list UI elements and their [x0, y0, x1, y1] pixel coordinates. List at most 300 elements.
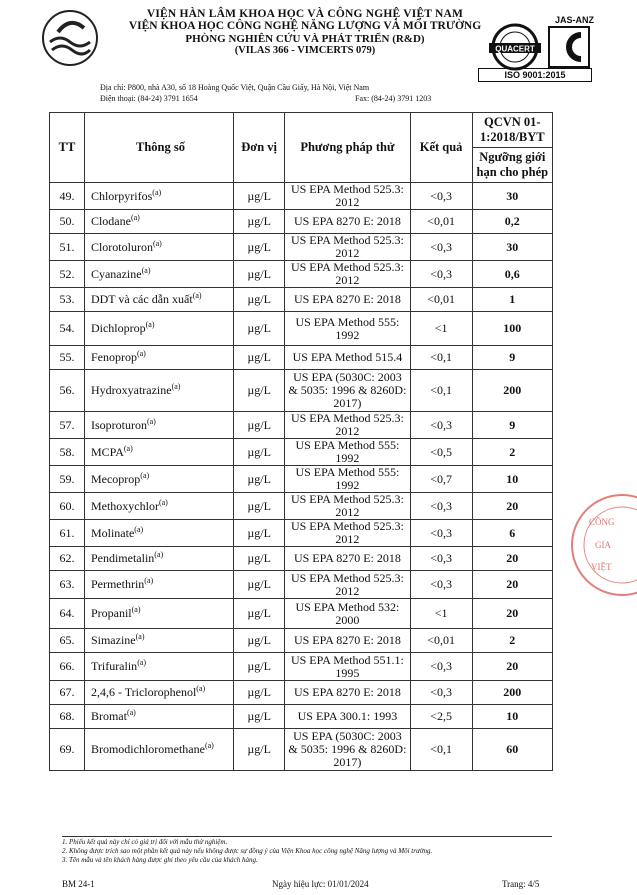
row-number	[50, 261, 85, 288]
header-result: Kết quả	[410, 113, 472, 183]
row-number-text: 62.	[59, 551, 75, 565]
parameter-name	[84, 729, 233, 771]
svg-text:CÔNG: CÔNG	[589, 517, 615, 527]
parameter-name	[84, 312, 233, 346]
test-method	[285, 261, 410, 288]
parameter-name-text: Fenoprop	[90, 350, 137, 364]
table-row	[50, 599, 553, 629]
table-row	[50, 705, 553, 729]
test-method	[285, 288, 410, 312]
row-number-text: 57.	[59, 417, 75, 432]
test-method	[285, 729, 410, 771]
unit-text: µg/L	[247, 633, 271, 647]
footnote-marker: (a)	[192, 291, 202, 300]
footnote-marker: (a)	[152, 238, 162, 248]
test-method-text: US EPA 300.1: 1993	[297, 709, 398, 723]
test-method	[285, 370, 410, 412]
result-value	[410, 210, 472, 234]
row-number	[50, 729, 85, 771]
footnote-marker: (a)	[123, 443, 133, 453]
result-value	[410, 261, 472, 288]
parameter-name	[84, 412, 233, 439]
table-body	[50, 183, 553, 771]
test-method-text: US EPA 8270 E: 2018	[293, 214, 401, 228]
row-number-text: 49.	[59, 188, 75, 203]
limit-value-text: 200	[503, 383, 522, 397]
test-method-text: US EPA (5030C: 2003 & 5035: 1996 & 8260D: 2017)	[288, 729, 407, 769]
table-row	[50, 412, 553, 439]
iso-badge: ISO 9001:2015	[478, 68, 592, 82]
result-value-text: <0,7	[430, 471, 452, 486]
limit-value	[472, 520, 552, 547]
note-1: 1. Phiếu kết quả này chỉ có giá trị đối với mẫu thử nghiệm.	[62, 838, 228, 846]
unit	[234, 729, 285, 771]
parameter-name-text: Dichloprop	[90, 321, 146, 335]
limit-value-text: 20	[506, 577, 519, 591]
test-method	[285, 493, 410, 520]
row-number-text: 50.	[59, 214, 75, 228]
footer-form-code: BM 24-1	[62, 879, 95, 889]
test-method-text: US EPA Method 515.4	[292, 350, 403, 364]
unit	[234, 466, 285, 493]
test-method-text: US EPA Method 555: 1992	[295, 438, 400, 465]
row-number-text: 65.	[59, 633, 75, 647]
unit-text: µg/L	[247, 659, 271, 673]
test-method	[285, 439, 410, 466]
result-value-text: <1	[434, 321, 448, 335]
svg-text:VIỆT: VIỆT	[591, 562, 612, 572]
unit-text: µg/L	[247, 383, 271, 397]
result-value	[410, 547, 472, 571]
parameter-name	[84, 183, 233, 210]
table-row	[50, 288, 553, 312]
limit-value	[472, 370, 552, 412]
parameter-name-text: MCPA	[90, 444, 124, 459]
result-value-text: <0,3	[430, 685, 452, 699]
test-method	[285, 234, 410, 261]
parameter-name	[84, 261, 233, 288]
result-value-text: <0,3	[430, 498, 452, 513]
red-seal-stamp	[567, 490, 637, 600]
result-value	[410, 412, 472, 439]
header-line-2: VIỆN KHOA HỌC CÔNG NGHỆ NĂNG LƯỢNG VÀ MÔI TRƯỜNG	[128, 20, 482, 32]
table-row	[50, 210, 553, 234]
limit-value	[472, 705, 552, 729]
parameter-name	[84, 571, 233, 599]
unit	[234, 681, 285, 705]
row-number-text: 66.	[59, 659, 75, 673]
limit-value	[472, 653, 552, 681]
parameter-name	[84, 234, 233, 261]
limit-value	[472, 466, 552, 493]
notes-section	[62, 838, 582, 865]
parameter-name	[84, 493, 233, 520]
test-method-text: US EPA Method 525.3: 2012	[290, 260, 404, 287]
parameter-name	[84, 599, 233, 629]
parameter-name	[84, 705, 233, 729]
header-limit-standard: QCVN 01-1:2018/BYT	[473, 113, 552, 148]
parameter-name-text: Hydroxyatrazine	[90, 383, 172, 397]
header-param: Thông số	[84, 113, 233, 183]
limit-value-text: 0,2	[504, 214, 520, 228]
limit-value-text: 2	[509, 633, 516, 647]
parameter-name-text: Cyanazine	[90, 266, 142, 281]
result-value-text: <0,01	[427, 214, 455, 228]
result-value	[410, 183, 472, 210]
row-number	[50, 547, 85, 571]
table-row	[50, 312, 553, 346]
unit	[234, 370, 285, 412]
parameter-name	[84, 547, 233, 571]
notes-divider	[62, 836, 552, 837]
row-number	[50, 520, 85, 547]
unit-text: µg/L	[247, 350, 271, 364]
row-number-text: 58.	[59, 444, 75, 459]
table-row	[50, 439, 553, 466]
row-number-text: 56.	[59, 383, 75, 397]
row-number	[50, 234, 85, 261]
test-method-text: US EPA Method 555: 1992	[295, 314, 400, 342]
header-method: Phương pháp thử	[285, 113, 410, 183]
result-value-text: <0,01	[427, 292, 455, 306]
limit-value-text: 1	[509, 292, 516, 306]
limit-value	[472, 629, 552, 653]
table-row	[50, 234, 553, 261]
unit	[234, 183, 285, 210]
header-contact	[100, 82, 520, 104]
unit-text: µg/L	[247, 685, 271, 699]
row-number-text: 63.	[59, 577, 75, 591]
footnote-marker: (a)	[204, 741, 214, 750]
row-number	[50, 346, 85, 370]
note-2: 2. Không được trích sao một phần kết quả này nếu không được sự đồng ý của Viện Khoa học công nghệ Năng lượng và Môi trường.	[62, 847, 433, 855]
parameter-name-text: Propanil	[90, 606, 132, 620]
unit-text: µg/L	[247, 742, 271, 756]
limit-value-text: 6	[509, 525, 516, 540]
unit-text: µg/L	[247, 577, 271, 591]
limit-value	[472, 312, 552, 346]
result-value	[410, 629, 472, 653]
limit-value-text: 0,6	[504, 266, 520, 281]
footnote-marker: (a)	[154, 550, 164, 559]
parameter-name	[84, 629, 233, 653]
unit-text: µg/L	[247, 321, 271, 335]
result-value-text: <0,3	[430, 188, 452, 203]
unit-text: µg/L	[247, 551, 271, 565]
row-number-text: 55.	[59, 350, 75, 364]
header-text	[95, 8, 515, 56]
table-row	[50, 466, 553, 493]
limit-value	[472, 210, 552, 234]
table-row	[50, 346, 553, 370]
test-method	[285, 629, 410, 653]
parameter-name-text: Trifuralin	[90, 659, 138, 673]
result-value	[410, 571, 472, 599]
row-number	[50, 370, 85, 412]
header-phone: Điện thoại: (84-24) 3791 1654	[100, 94, 198, 103]
result-value-text: <0,3	[430, 659, 452, 673]
row-number-text: 60.	[59, 498, 75, 513]
result-value-text: <2,5	[430, 709, 452, 723]
parameter-name	[84, 210, 233, 234]
table-row	[50, 261, 553, 288]
test-method-text: US EPA Method 551.1: 1995	[290, 652, 404, 680]
table-row	[50, 653, 553, 681]
test-method	[285, 466, 410, 493]
row-number-text: 61.	[59, 525, 75, 540]
footnote-marker: (a)	[144, 576, 154, 585]
unit	[234, 234, 285, 261]
test-method-text: US EPA Method 525.3: 2012	[290, 233, 404, 260]
table-row	[50, 629, 553, 653]
header-fax: Fax: (84-24) 3791 1203	[355, 94, 432, 103]
parameter-name	[84, 520, 233, 547]
test-method-text: US EPA (5030C: 2003 & 5035: 1996 & 8260D: 2017)	[288, 370, 407, 410]
limit-value	[472, 571, 552, 599]
test-method-text: US EPA 8270 E: 2018	[293, 685, 401, 699]
result-value	[410, 288, 472, 312]
result-value	[410, 599, 472, 629]
institute-logo-icon	[40, 8, 100, 68]
limit-value	[472, 493, 552, 520]
result-value	[410, 705, 472, 729]
table-row	[50, 183, 553, 210]
result-value-text: <0,1	[430, 383, 452, 397]
parameter-name	[84, 681, 233, 705]
unit-text: µg/L	[247, 525, 271, 540]
row-number	[50, 288, 85, 312]
result-value-text: <1	[434, 606, 448, 620]
result-value-text: <0,3	[430, 417, 452, 432]
test-method-text: US EPA Method 525.3: 2012	[290, 519, 404, 546]
limit-value	[472, 288, 552, 312]
header-line-1: VIỆN HÀN LÂM KHOA HỌC VÀ CÔNG NGHỆ VIỆT NAM	[146, 8, 464, 20]
unit	[234, 653, 285, 681]
footnote-marker: (a)	[126, 708, 136, 717]
limit-value	[472, 681, 552, 705]
cert-jas-anz: JAS-ANZ	[555, 15, 595, 25]
footer-effective-date: Ngày hiệu lực: 01/01/2024	[272, 879, 369, 889]
limit-value	[472, 234, 552, 261]
limit-value-text: 30	[506, 188, 519, 203]
parameter-name	[84, 466, 233, 493]
footnote-marker: (a)	[130, 213, 140, 222]
row-number	[50, 439, 85, 466]
table-row	[50, 547, 553, 571]
test-method	[285, 312, 410, 346]
unit-text: µg/L	[247, 292, 271, 306]
result-value	[410, 493, 472, 520]
result-value	[410, 466, 472, 493]
footnote-marker: (a)	[131, 605, 141, 614]
header-line-3: PHÒNG NGHIÊN CỨU VÀ PHÁT TRIỂN (R&D)	[185, 33, 425, 45]
row-number	[50, 210, 85, 234]
limit-value-text: 9	[509, 350, 516, 364]
test-method	[285, 705, 410, 729]
result-value	[410, 370, 472, 412]
parameter-name-text: Molinate	[90, 525, 135, 540]
unit-text: µg/L	[247, 709, 271, 723]
footnote-marker: (a)	[135, 632, 145, 641]
footer-page-number: Trang: 4/5	[502, 879, 540, 889]
unit	[234, 547, 285, 571]
result-value-text: <0,3	[430, 525, 452, 540]
result-value	[410, 681, 472, 705]
unit	[234, 346, 285, 370]
result-value-text: <0,01	[427, 633, 455, 647]
test-method	[285, 183, 410, 210]
parameter-name	[84, 288, 233, 312]
test-method	[285, 520, 410, 547]
result-value-text: <0,3	[430, 551, 452, 565]
test-method-text: US EPA 8270 E: 2018	[293, 292, 401, 306]
result-value-text: <0,5	[430, 444, 452, 459]
row-number	[50, 599, 85, 629]
row-number	[50, 312, 85, 346]
parameter-name	[84, 439, 233, 466]
row-number	[50, 681, 85, 705]
unit	[234, 629, 285, 653]
limit-value-text: 20	[506, 498, 519, 513]
limit-value	[472, 412, 552, 439]
limit-value	[472, 346, 552, 370]
parameter-name-text: DDT và các dẫn xuất	[90, 292, 193, 306]
footnote-marker: (a)	[137, 658, 147, 667]
unit-text: µg/L	[247, 471, 271, 486]
unit	[234, 493, 285, 520]
limit-value-text: 20	[506, 551, 519, 565]
parameter-name-text: Permethrin	[90, 577, 145, 591]
footnote-marker: (a)	[136, 349, 146, 358]
row-number	[50, 571, 85, 599]
row-number-text: 64.	[59, 606, 75, 620]
footnote-marker: (a)	[141, 265, 151, 275]
unit	[234, 312, 285, 346]
limit-value-text: 30	[506, 239, 519, 254]
row-number-text: 53.	[59, 292, 75, 306]
parameter-name-text: Pendimetalin	[90, 551, 155, 565]
note-3: 3. Tên mẫu và tên khách hàng được ghi theo yêu cầu của khách hàng.	[62, 856, 258, 864]
limit-value	[472, 439, 552, 466]
table-row	[50, 681, 553, 705]
footnote-marker: (a)	[145, 320, 155, 329]
header-address: Địa chỉ: P800, nhà A30, số 18 Hoàng Quốc Việt, Quận Cầu Giấy, Hà Nội, Việt Nam	[100, 83, 370, 92]
header-limit-threshold: Ngưỡng giới hạn cho phép	[476, 150, 549, 179]
results-table	[49, 112, 553, 771]
test-method	[285, 653, 410, 681]
limit-value	[472, 547, 552, 571]
row-number-text: 52.	[59, 266, 75, 281]
unit	[234, 571, 285, 599]
footnote-marker: (a)	[171, 382, 181, 391]
header-limit	[472, 113, 552, 183]
cert-quacert: QUACERT	[495, 44, 535, 54]
row-number	[50, 493, 85, 520]
footnote-marker: (a)	[146, 416, 156, 426]
result-value-text: <0,3	[430, 266, 452, 281]
limit-value	[472, 261, 552, 288]
unit-text: µg/L	[247, 498, 271, 513]
footnote-marker: (a)	[158, 497, 168, 507]
limit-value-text: 20	[506, 659, 519, 673]
test-method	[285, 599, 410, 629]
table-row	[50, 493, 553, 520]
row-number-text: 69.	[59, 742, 75, 756]
row-number-text: 51.	[59, 239, 75, 254]
result-value-text: <0,1	[430, 742, 452, 756]
row-number	[50, 705, 85, 729]
header-line-4: (VILAS 366 - VIMCERTS 079)	[234, 45, 376, 56]
unit	[234, 705, 285, 729]
test-method	[285, 547, 410, 571]
parameter-name-text: Mecoprop	[90, 471, 141, 486]
test-method	[285, 571, 410, 599]
result-value-text: <0,3	[430, 239, 452, 254]
row-number-text: 54.	[59, 321, 75, 335]
row-number	[50, 629, 85, 653]
test-method-text: US EPA Method 555: 1992	[295, 465, 400, 492]
parameter-name-text: 2,4,6 - Triclorophenol	[90, 685, 197, 699]
unit-text: µg/L	[247, 444, 271, 459]
footnote-marker: (a)	[134, 524, 144, 534]
test-method-text: US EPA Method 525.3: 2012	[290, 182, 404, 209]
parameter-name-text: Methoxychlor	[90, 498, 159, 513]
unit-text: µg/L	[247, 417, 271, 432]
result-value	[410, 439, 472, 466]
parameter-name-text: Bromat	[90, 709, 127, 723]
test-method	[285, 210, 410, 234]
limit-value	[472, 183, 552, 210]
test-method-text: US EPA 8270 E: 2018	[293, 551, 401, 565]
table-header-row	[50, 113, 553, 183]
parameter-name-text: Chlorpyrifos	[90, 188, 153, 203]
unit-text: µg/L	[247, 266, 271, 281]
test-method-text: US EPA Method 525.3: 2012	[290, 411, 404, 438]
unit-text: µg/L	[247, 606, 271, 620]
unit	[234, 288, 285, 312]
test-method-text: US EPA Method 532: 2000	[295, 599, 400, 627]
row-number-text: 67.	[59, 685, 75, 699]
unit	[234, 520, 285, 547]
parameter-name-text: Clodane	[90, 214, 131, 228]
unit	[234, 439, 285, 466]
table-row	[50, 370, 553, 412]
limit-value	[472, 729, 552, 771]
parameter-name-text: Simazine	[90, 633, 136, 647]
row-number	[50, 183, 85, 210]
unit-text: µg/L	[247, 188, 271, 203]
row-number	[50, 412, 85, 439]
limit-value	[472, 599, 552, 629]
header-unit: Đơn vị	[234, 113, 285, 183]
parameter-name	[84, 653, 233, 681]
parameter-name-text: Clorotoluron	[90, 239, 153, 254]
result-value	[410, 346, 472, 370]
row-number-text: 68.	[59, 709, 75, 723]
unit	[234, 261, 285, 288]
footnote-marker: (a)	[196, 684, 206, 693]
test-method	[285, 412, 410, 439]
result-value	[410, 520, 472, 547]
table-row	[50, 520, 553, 547]
unit-text: µg/L	[247, 214, 271, 228]
test-method-text: US EPA 8270 E: 2018	[293, 633, 401, 647]
result-value	[410, 234, 472, 261]
limit-value-text: 9	[509, 417, 516, 432]
limit-value-text: 60	[506, 742, 519, 756]
result-value	[410, 653, 472, 681]
limit-value-text: 200	[503, 685, 522, 699]
